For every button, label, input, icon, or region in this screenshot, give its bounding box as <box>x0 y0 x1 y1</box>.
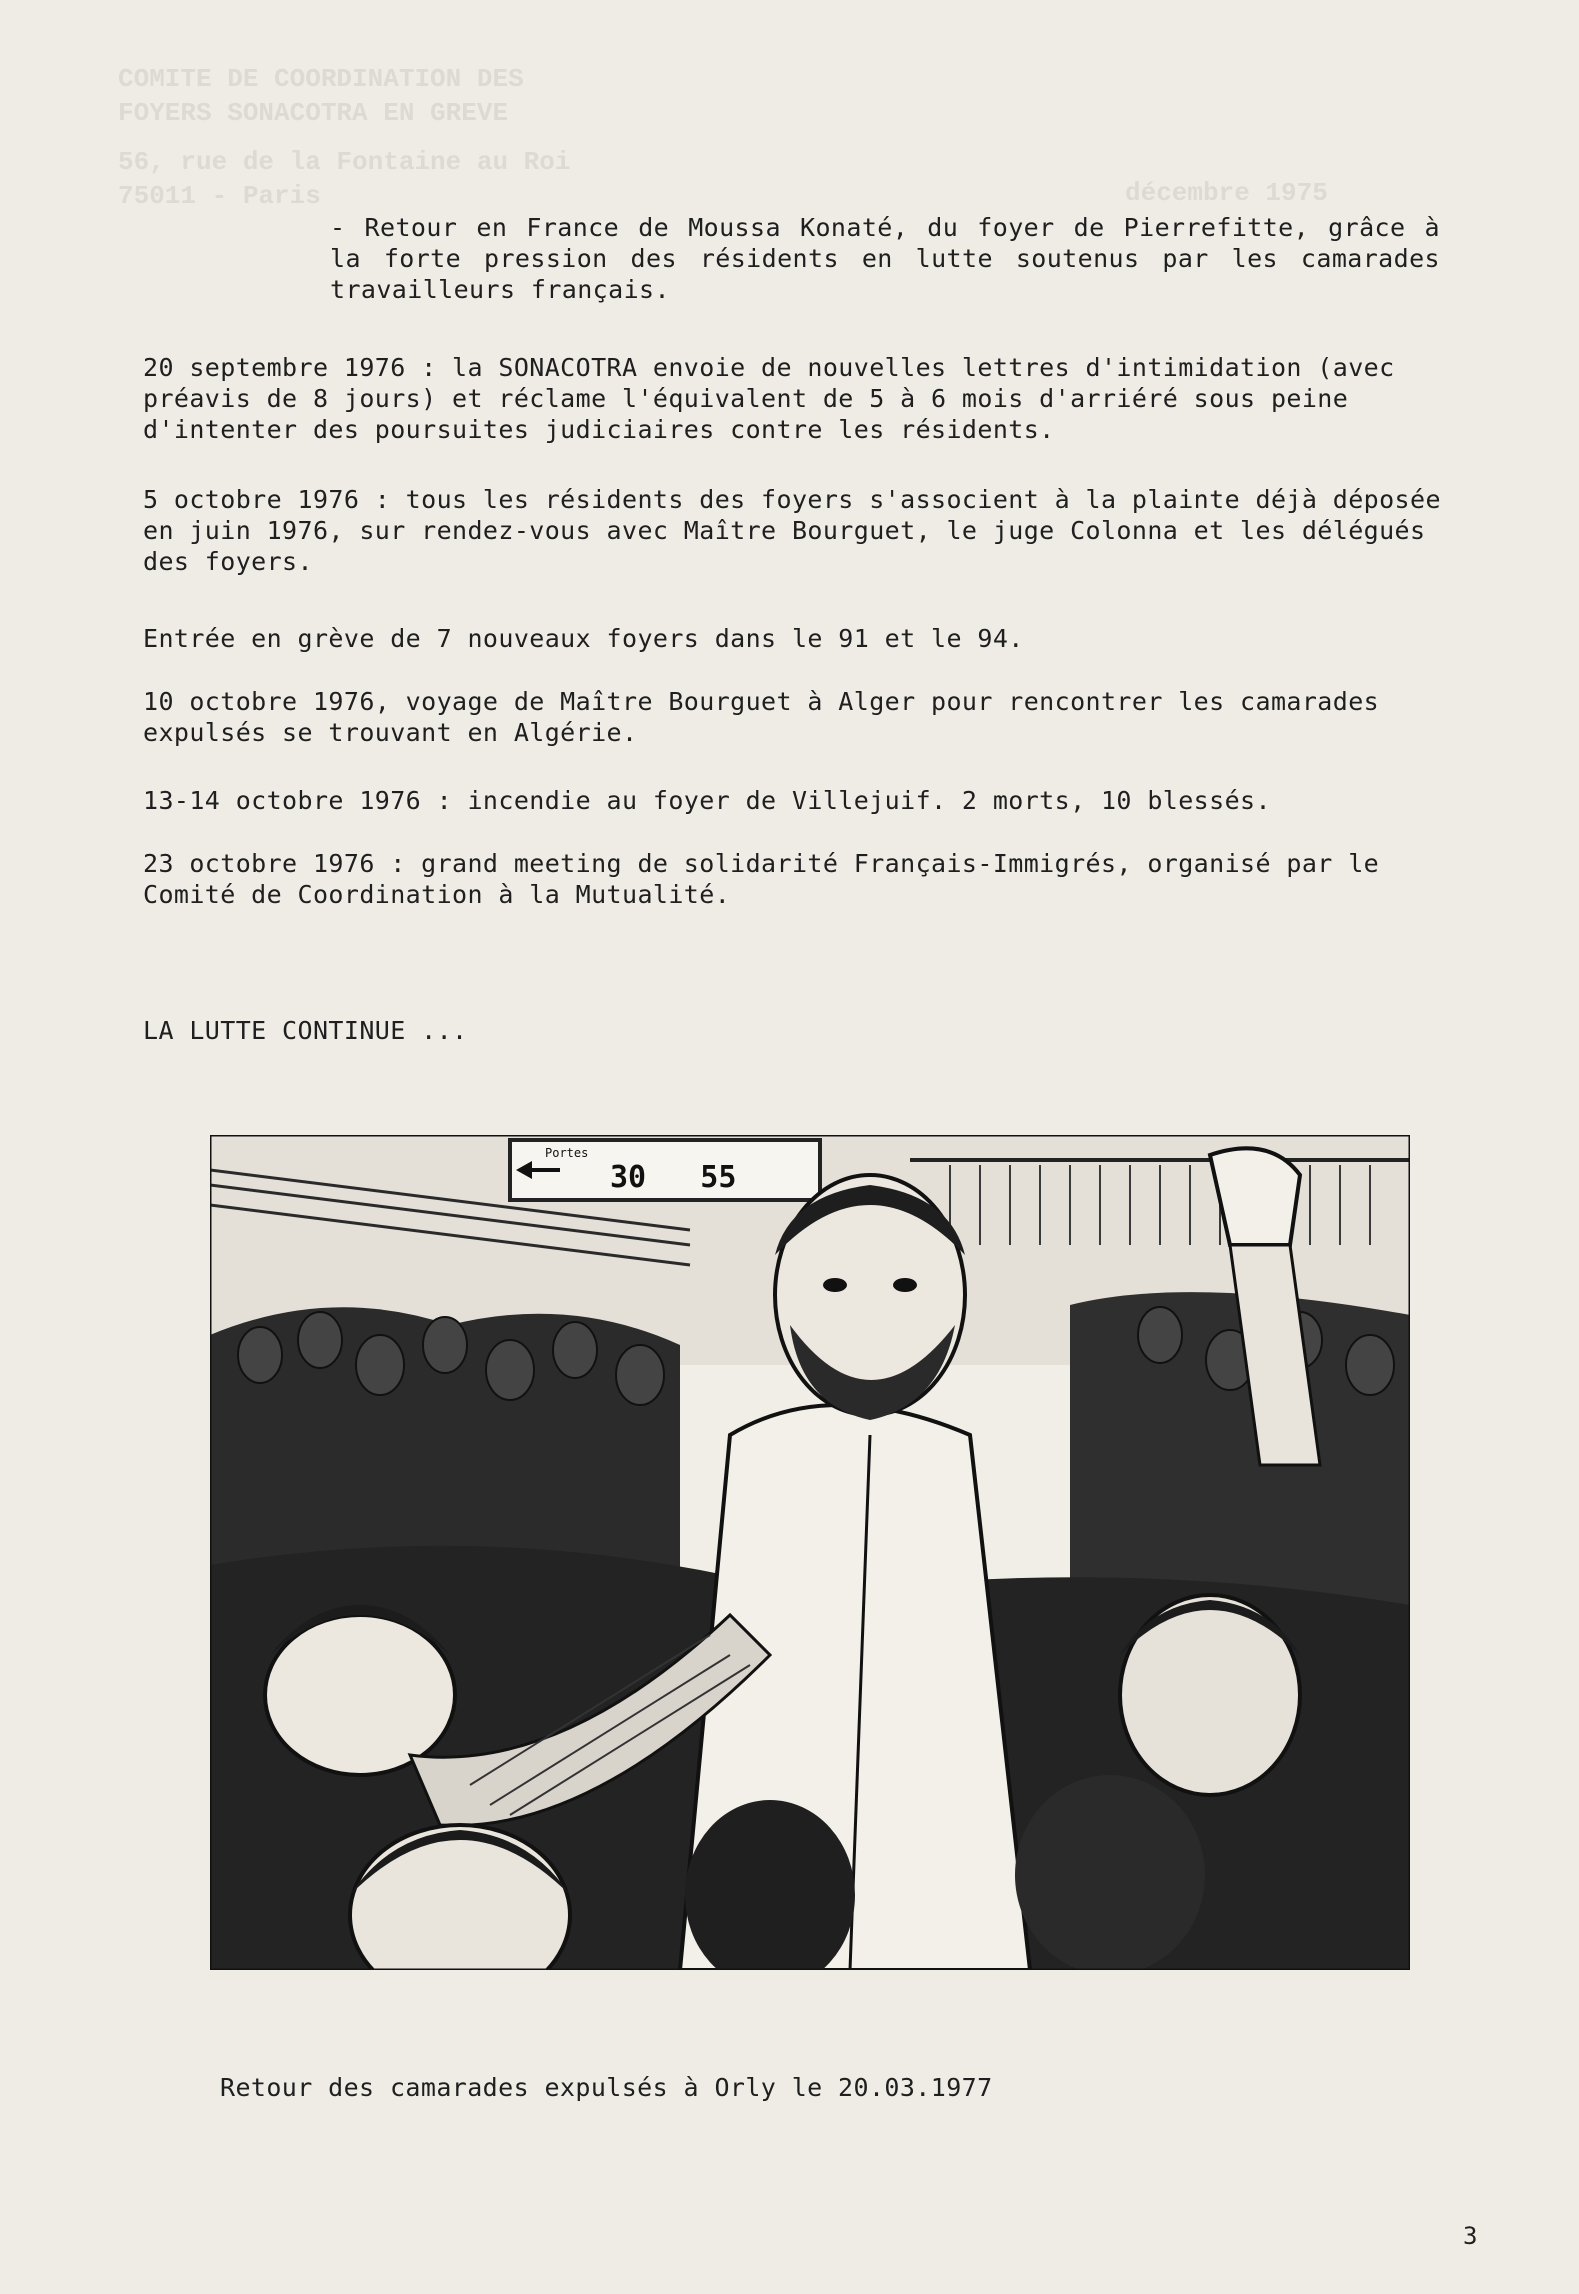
crowd-illustration <box>210 1135 1410 1970</box>
paragraph-villejuif-fire: 13-14 octobre 1976 : incendie au foyer de Villejuif. 2 morts, 10 blessés. <box>143 786 1271 815</box>
paragraph-new-strikes: Entrée en grève de 7 nouveaux foyers dans le 91 et le 94. <box>143 624 1024 653</box>
paragraph-10-october: 10 octobre 1976, voyage de Maître Bourguet à Alger pour rencontrer les camarades expulsés se trouvant en Algérie. <box>143 687 1380 747</box>
bleed-through-org: COMITE DE COORDINATION DES FOYERS SONACOTRA EN GREVE <box>118 64 524 128</box>
illustration-caption: Retour des camarades expulsés à Orly le 20.03.1977 <box>220 2073 993 2102</box>
konate-return-item: - Retour en France de Moussa Konaté, du foyer de Pierrefitte, grâce à la forte pression des résidents en lutte soutenus par les camarades travailleurs français. <box>330 213 1440 304</box>
paragraph-5-october: 5 octobre 1976 : tous les résidents des foyers s'associent à la plainte déjà déposée en juin 1976, sur rendez-vous avec Maître Bourguet, le juge Colonna et les délégués des foyers. <box>143 485 1441 576</box>
bleed-through-date: décembre 1975 <box>1125 178 1328 208</box>
paragraph-23-october: 23 octobre 1976 : grand meeting de solidarité Français-Immigrés, organisé par le Comité de Coordination à la Mutualité. <box>143 849 1380 909</box>
gate-sign-numbers: 30 55 <box>610 1160 737 1195</box>
bleed-through-address: 56, rue de la Fontaine au Roi 75011 - Paris <box>118 147 571 211</box>
paragraph-20-september: 20 septembre 1976 : la SONACOTRA envoie de nouvelles lettres d'intimidation (avec préavis de 8 jours) et réclame l'équivalent de 5 à 6 mois d'arriéré sous peine d'intenter des poursuites judiciaires contre les résidents. <box>143 353 1395 444</box>
la-lutte-continue: LA LUTTE CONTINUE ... <box>143 1016 468 1045</box>
page-number: 3 <box>1463 2222 1478 2250</box>
gate-sign-label: Portes <box>545 1146 589 1160</box>
